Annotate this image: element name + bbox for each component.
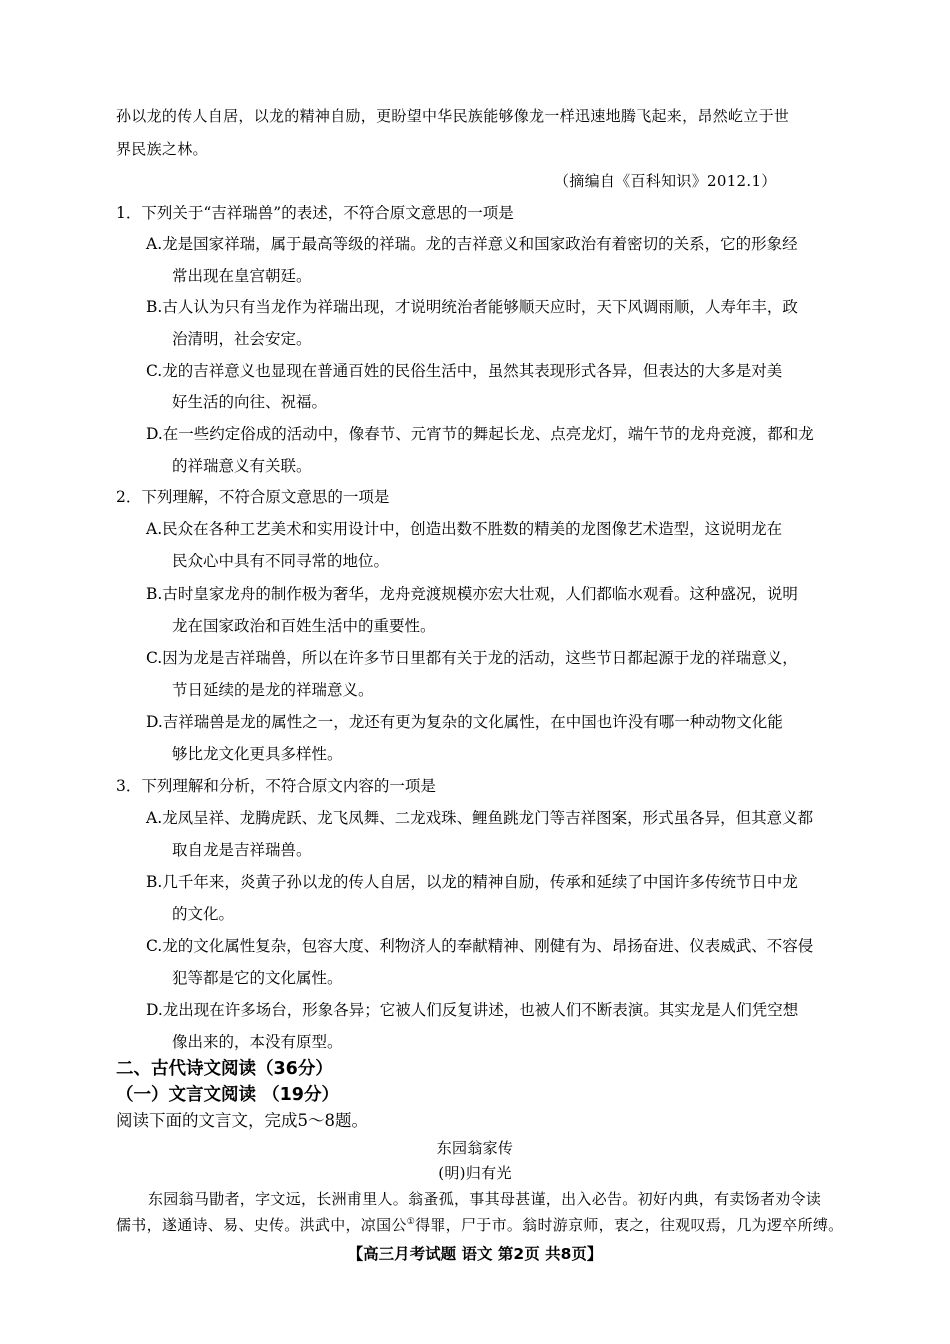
q1-option-d-line-1: D.在一些约定俗成的活动中，像春节、元宵节的舞起长龙、点亮龙灯，端午节的龙舟竞渡，都和龙: [146, 425, 814, 443]
q1-option-b-line-2: 治清明，社会安定。: [172, 330, 312, 348]
essay-body-line-2: [116, 1215, 843, 1235]
q2-option-a-line-2: 民众心中具有不同寻常的地位。: [172, 552, 390, 570]
q2-option-d-line-1: D.吉祥瑞兽是龙的属性之一，龙还有更为复杂的文化属性，在中国也许没有哪一种动物文化能: [146, 713, 783, 731]
q3-option-c-line-2: 犯等都是它的文化属性。: [172, 969, 343, 987]
q2-option-d-line-2: 够比龙文化更具多样性。: [172, 745, 343, 763]
essay-author: (明)归有光: [438, 1164, 512, 1182]
footnote-marker: ①: [406, 1217, 416, 1227]
q2-option-a-line-1: A.民众在各种工艺美术和实用设计中，创造出数不胜数的精美的龙图像艺术造型，这说明龙在: [146, 520, 783, 538]
q1-option-c-line-1: C.龙的吉祥意义也显现在普通百姓的民俗生活中，虽然其表现形式各异，但表达的大多是对美: [146, 362, 783, 380]
q3-option-d-line-2: 像出来的，本没有原型。: [172, 1033, 343, 1051]
q1-option-b-line-1: B.古人认为只有当龙作为祥瑞出现，才说明统治者能够顺天应时，天下风调雨顺，人寿年丰，政: [146, 298, 798, 316]
q2-option-c-line-1: C.因为龙是吉祥瑞兽，所以在许多节日里都有关于龙的活动，这些节日都起源于龙的祥瑞意义，: [146, 649, 798, 667]
q3-option-b-line-2: 的文化。: [172, 905, 235, 923]
section-2-subtitle: （一）文言文阅读 （19分）: [116, 1085, 339, 1105]
passage-end-line-2: 界民族之林。: [116, 140, 208, 158]
page-footer: 【高三月考试题 语文 第2页 共8页】: [347, 1245, 603, 1263]
q1-option-a-line-1: A.龙是国家祥瑞，属于最高等级的祥瑞。龙的吉祥意义和国家政治有着密切的关系，它的形象经: [146, 235, 798, 253]
q2-option-b-line-2: 龙在国家政治和百姓生活中的重要性。: [172, 617, 436, 635]
essay-body-line-1: 东园翁马勖者，字文远，长洲甫里人。翁蚤孤，事其母甚谨，出入必告。初好内典，有卖饧者劝令读: [148, 1190, 822, 1208]
q1-option-a-line-2: 常出现在皇宫朝廷。: [172, 267, 312, 285]
essay-title: 东园翁家传: [436, 1139, 514, 1157]
q3-option-b-line-1: B.几千年来，炎黄子孙以龙的传人自居，以龙的精神自励，传承和延续了中国许多传统节日中龙: [146, 873, 798, 891]
question-3-stem: 3．下列理解和分析，不符合原文内容的一项是: [116, 777, 436, 795]
section-2-instruction: 阅读下面的文言文，完成5～8题。: [116, 1111, 368, 1130]
q3-option-d-line-1: D.龙出现在许多场台，形象各异；它被人们反复讲述，也被人们不断表演。其实龙是人们凭空想: [146, 1001, 799, 1019]
passage-source: （摘编自《百科知识》2012.1）: [554, 172, 777, 190]
question-2-stem: 2．下列理解，不符合原文意思的一项是: [116, 488, 390, 506]
essay-body-line-2-part-1: 儒书，遂通诗、易、史传。洪武中，凉国公: [116, 1216, 407, 1234]
q3-option-c-line-1: C.龙的文化属性复杂，包容大度、利物济人的奉献精神、刚健有为、昂扬奋进、仪表威武、不容侵: [146, 937, 814, 955]
q2-option-c-line-2: 节日延续的是龙的祥瑞意义。: [172, 681, 374, 699]
q2-option-b-line-1: B.古时皇家龙舟的制作极为奢华，龙舟竞渡规模亦宏大壮观，人们都临水观看。这种盛况，说明: [146, 585, 798, 603]
q1-option-c-line-2: 好生活的向往、祝福。: [172, 393, 328, 411]
section-2-title: 二、古代诗文阅读（36分）: [116, 1059, 333, 1079]
q3-option-a-line-2: 取自龙是吉祥瑞兽。: [172, 841, 312, 859]
q3-option-a-line-1: A.龙凤呈祥、龙腾虎跃、龙飞凤舞、二龙戏珠、鲤鱼跳龙门等吉祥图案，形式虽各异，但其意义都: [146, 809, 814, 827]
question-1-stem: 1．下列关于“吉祥瑞兽”的表述，不符合原文意思的一项是: [116, 204, 514, 222]
passage-end-line-1: 孙以龙的传人自居，以龙的精神自励，更盼望中华民族能够像龙一样迅速地腾飞起来，昂然屹立于世: [116, 107, 790, 125]
q1-option-d-line-2: 的祥瑞意义有关联。: [172, 457, 312, 475]
essay-body-line-2-part-2: 得罪，尸于市。翁时游京师，衷之，往观叹焉，几为逻卒所缚。: [415, 1216, 844, 1234]
